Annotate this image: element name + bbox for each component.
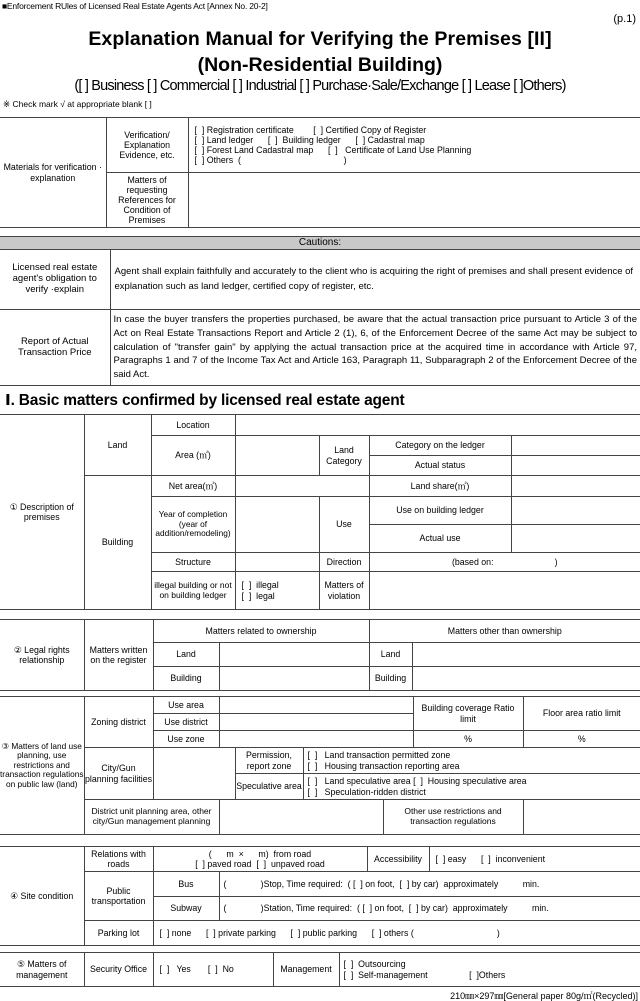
net-area-label: Net area(㎡) <box>151 476 235 497</box>
evidence-label: Verification/ Explanation Evidence, etc. <box>106 118 188 173</box>
page-subtitle: (Non-Residential Building) <box>197 54 443 76</box>
evidence-line-3[interactable]: [ ] Forest Land Cadastral map [ ] Certificate of Land Use Planning <box>194 145 472 155</box>
permission-options[interactable]: [ ] Land transaction permitted zone [ ] Housing transaction reporting area <box>303 748 640 774</box>
ownership-label: Matters related to ownership <box>153 620 369 643</box>
accessibility-label: Accessibility <box>367 847 429 872</box>
district-unit-field[interactable] <box>219 800 383 835</box>
city-facilities-label <box>84 748 153 800</box>
building-label: Building <box>84 476 151 610</box>
actual-status-label: Actual status <box>369 456 511 476</box>
bcr-label: Building coverage Ratio limit <box>413 697 523 731</box>
materials-table <box>0 117 640 228</box>
landuse-label: ③ Matters of land use planning, use restrictions and transaction regulations on public law (land) <box>0 697 84 835</box>
zoning-label: Zoning district <box>84 697 153 748</box>
evidence-line-2[interactable]: [ ] Land ledger [ ] Building ledger [ ] Cadastral map <box>194 134 425 145</box>
structure-field[interactable] <box>235 553 319 572</box>
other-use-label: Other use restrictions and transaction regulations <box>383 800 523 835</box>
year-completion-field[interactable] <box>235 497 319 553</box>
ownership-land-field[interactable] <box>219 643 369 667</box>
actual-status-field[interactable] <box>511 456 640 476</box>
actual-use-label: Actual use <box>369 525 511 553</box>
transaction-type-checkboxes[interactable]: ([ ] Business [ ] Commercial [ ] Industrial [ ] Purchase·Sale/Exchange [ ] Lease [ ]Others) <box>74 78 566 94</box>
land-share-field[interactable] <box>511 476 640 497</box>
form-reference: ■Enforcement RUles of Licensed Real Estate Agents Act [Annex No. 20-2] <box>2 1 268 11</box>
request-label: Matters of requesting References for Condition of Premises <box>106 173 188 228</box>
district-unit-label: District unit planning area, other city/Gun management planning <box>84 800 219 835</box>
land-label: Land <box>84 415 151 476</box>
use-district-field[interactable] <box>219 714 413 731</box>
cautions-table <box>0 236 640 386</box>
other-building-field[interactable] <box>412 667 640 691</box>
area-label: Area (㎡) <box>151 436 235 476</box>
speculative-label: Speculative area <box>235 774 303 800</box>
materials-label: Materials for verification · explanation <box>0 118 106 228</box>
management-table <box>0 952 640 987</box>
report-label: Report of Actual Transaction Price <box>0 310 110 386</box>
use-zone-label: Use zone <box>153 731 219 748</box>
category-ledger-label: Category on the ledger <box>369 436 511 456</box>
obligation-label: Licensed real estate agent's obligation to verify ·explain <box>0 250 110 310</box>
security-label: Security Office <box>84 953 153 987</box>
use-ledger-label: Use on building ledger <box>369 497 511 525</box>
evidence-line-1[interactable]: [ ] Registration certificate [ ] Certified Copy of Register <box>194 124 427 135</box>
site-label: ④ Site condition <box>0 847 84 946</box>
paper-spec-footer: 210㎜×297㎜[General paper 80g/㎡(Recycled)] <box>450 991 638 1001</box>
other-use-field[interactable] <box>523 800 640 835</box>
security-options[interactable]: [ ] Yes [ ] No <box>153 953 273 987</box>
parking-label: Parking lot <box>84 921 153 946</box>
request-field[interactable] <box>188 173 640 228</box>
parking-field[interactable]: [ ] none [ ] private parking [ ] public parking [ ] others ( ) <box>153 921 640 946</box>
landuse-table <box>0 696 640 835</box>
management-type-label: Management <box>273 953 339 987</box>
legal-building-label-2: Building <box>369 667 412 691</box>
use-label: Use <box>319 497 369 553</box>
land-category-label: Land Category <box>319 436 369 476</box>
evidence-line-4[interactable]: [ ] Others ( ) <box>194 155 347 166</box>
site-table <box>0 846 640 946</box>
actual-use-field[interactable] <box>511 525 640 553</box>
other-label: Matters other than ownership <box>369 620 640 643</box>
page-title: Explanation Manual for Verifying the Premises [II] <box>88 28 552 50</box>
legal-land-label-2: Land <box>369 643 412 667</box>
net-area-field[interactable] <box>235 476 369 497</box>
far-field[interactable]: % <box>523 731 640 748</box>
bus-label: Bus <box>153 872 219 897</box>
legal-label: ② Legal rights relationship <box>0 620 84 691</box>
violation-field[interactable] <box>369 572 640 610</box>
public-transport-label: Public transportation <box>84 872 153 921</box>
check-note: ※ Check mark √ at appropriate blank [ ] <box>3 99 152 109</box>
legal-land-label: Land <box>153 643 219 667</box>
far-label: Floor area ratio limit <box>523 697 640 731</box>
location-field[interactable] <box>235 415 640 436</box>
access-options[interactable]: [ ] easy [ ] inconvenient <box>429 847 640 872</box>
management-options[interactable]: [ ] Outsourcing [ ] Self-management [ ]Others <box>339 953 640 987</box>
use-district-label: Use district <box>153 714 219 731</box>
category-ledger-field[interactable] <box>511 436 640 456</box>
subway-label: Subway <box>153 897 219 921</box>
use-zone-field[interactable] <box>219 731 413 748</box>
written-label: Matters written on the register <box>84 620 153 691</box>
use-area-field[interactable] <box>219 697 413 714</box>
subway-field[interactable]: ( )Station, Time required: ( [ ] on foot, [ ] by car) approximately min. <box>219 897 640 921</box>
description-table <box>0 414 640 610</box>
legal-table <box>0 619 640 691</box>
section1-title: Ⅰ. Basic matters confirmed by licensed real estate agent <box>5 392 405 409</box>
cautions-header: Cautions: <box>0 237 640 250</box>
illegal-label: illegal building or not on building ledger <box>151 572 235 610</box>
description-label: ① Description of premises <box>0 415 84 610</box>
direction-field[interactable]: (based on: ) <box>369 553 640 572</box>
bcr-field[interactable]: % <box>413 731 523 748</box>
evidence-options[interactable] <box>188 118 640 173</box>
report-text: In case the buyer transfers the properties purchased, be aware that the actual transaction price pursuant to Article 3 of the Act on Real Estate Transactions Report and Article 2 (1), 6, of the Enforcement Decree of the same Act may be subject to calculation of "transfer gain" by applying the actual transaction price at the acquired time in accordance with Article 97, Paragraphs 1 and 7 of the Income Tax Act and Article 163, Paragraph 11, Subparagraph 2 of the Enforcement Decree of the said Act. <box>110 310 640 386</box>
area-field[interactable] <box>235 436 319 476</box>
use-ledger-field[interactable] <box>511 497 640 525</box>
permission-zone-label: Permission, report zone <box>235 748 303 774</box>
speculative-options[interactable]: [ ] Land speculative area [ ] Housing speculative area [ ] Speculation-ridden district <box>303 774 640 800</box>
road-field[interactable]: ( m × m) from road [ ] paved road [ ] unpaved road <box>153 847 367 872</box>
city-facilities-field[interactable] <box>153 748 235 800</box>
obligation-text: Agent shall explain faithfully and accurately to the client who is acquiring the right of premises and shall present evidence of explanation such as land ledger, certified copy of register, etc. <box>110 250 640 310</box>
illegal-options[interactable]: [ ] illegal [ ] legal <box>235 572 319 610</box>
land-share-label: Land share(㎡) <box>369 476 511 497</box>
bus-field[interactable]: ( )Stop, Time required: ( [ ] on foot, [ ] by car) approximately min. <box>219 872 640 897</box>
page-number: (p.1) <box>613 13 636 25</box>
city-facilities-text: City/Gun planning facilities <box>85 763 152 784</box>
location-label: Location <box>151 415 235 436</box>
year-completion-label: Year of completion (year of addition/remodeling) <box>151 497 235 553</box>
structure-label: Structure <box>151 553 235 572</box>
legal-building-label: Building <box>153 667 219 691</box>
other-land-field[interactable] <box>412 643 640 667</box>
direction-label: Direction <box>319 553 369 572</box>
violation-label: Matters of violation <box>319 572 369 610</box>
management-label: ⑤ Matters of management <box>0 953 84 987</box>
relations-roads-label: Relations with roads <box>84 847 153 872</box>
ownership-building-field[interactable] <box>219 667 369 691</box>
use-area-label: Use area <box>153 697 219 714</box>
